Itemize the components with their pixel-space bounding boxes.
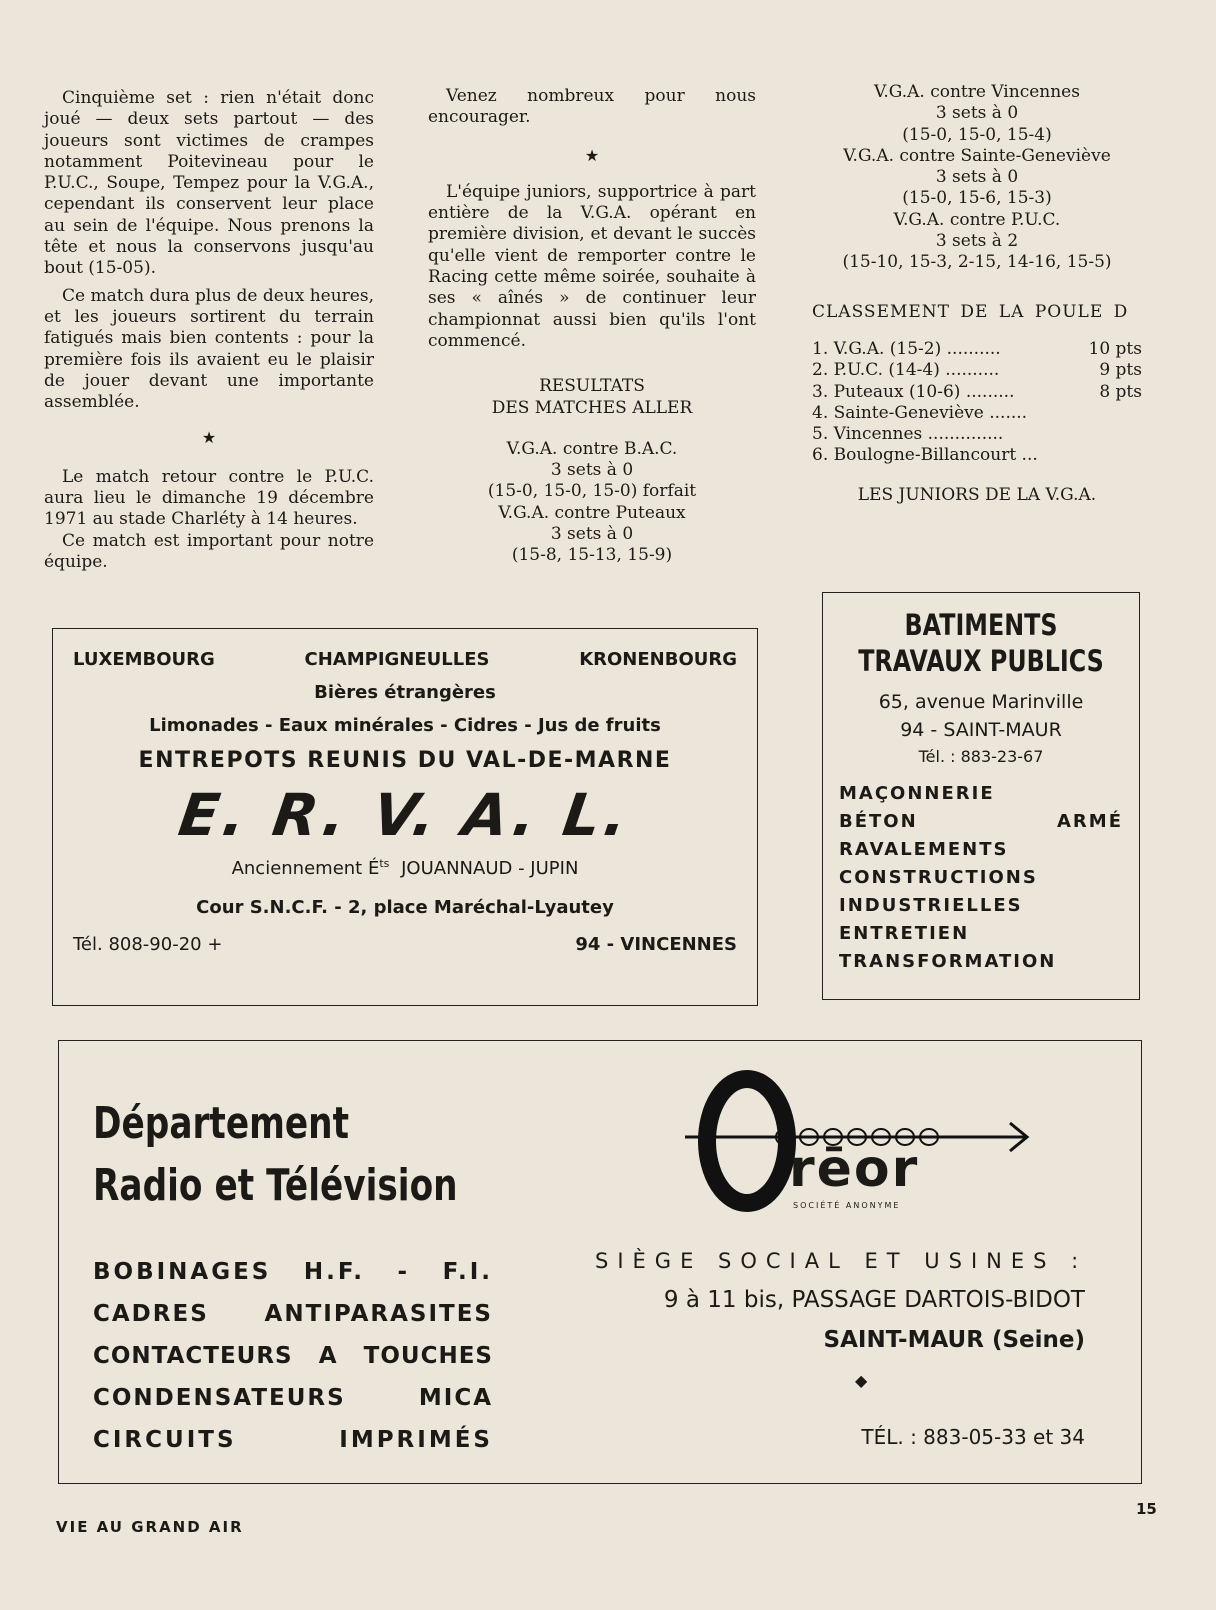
oreor-city: SAINT-MAUR (Seine): [823, 1327, 1085, 1353]
article-column-2: [428, 86, 756, 567]
standings-title: CLASSEMENT DE LA POULE D: [812, 301, 1129, 322]
ad-erval: [52, 628, 758, 1006]
article-column-3: [812, 82, 1142, 506]
result-sets: 3 sets à 0: [550, 460, 634, 481]
erval-contact: [73, 934, 737, 955]
standing-row: 2. P.U.C. (14-4) .......... 9 pts: [812, 360, 1142, 381]
service-item: ENTRETIEN: [839, 923, 970, 944]
erval-address: Cour S.N.C.F. - 2, place Maréchal-Lyautey: [196, 897, 614, 918]
product-item: BOBINAGES H.F. - F.I.: [93, 1259, 493, 1285]
results-list: [812, 82, 1142, 274]
result-sets: 3 sets à 0: [935, 167, 1019, 188]
result-match: V.G.A. contre Sainte-Geneviève: [843, 145, 1111, 166]
result-scores: (15-8, 15-13, 15-9): [511, 545, 673, 566]
paragraph: Cinquième set : rien n'était donc joué — deux sets partout — des joueurs sont victimes de crampes notamment Poitevineau pour le P.U.C., Soupe, Tempez pour la V.G.A., cependant ils conservent leur place au sein de l'équipe. Nous prenons la tête et nous la conservons jusqu'au bout (15-05).: [44, 88, 374, 279]
product-item: CIRCUITS IMPRIMÉS: [93, 1427, 493, 1453]
result-sets: 3 sets à 0: [550, 524, 634, 545]
ad-btp: [822, 592, 1140, 1000]
star-separator: ★: [584, 145, 600, 165]
company-full-name: ENTREPOTS REUNIS DU VAL-DE-MARNE: [138, 748, 672, 773]
service-item: TRANSFORMATION: [839, 951, 1057, 972]
oreor-logo: [685, 1067, 1045, 1217]
oreor-address: 9 à 11 bis, PASSAGE DARTOIS-BIDOT: [663, 1287, 1085, 1313]
paragraph: Ce match dura plus de deux heures, et les joueurs sortirent du terrain fatigués mais bien contents : pour la première fois ils avaient eu le plaisir de jouer devant une importante assemblée.: [44, 285, 374, 413]
product-item: CADRES ANTIPARASITES: [93, 1301, 493, 1327]
page-number: 15: [1136, 1500, 1157, 1518]
standing-row: 6. Boulogne-Billancourt ...: [812, 445, 1038, 466]
foreign-beers: Bières étrangères: [314, 682, 496, 703]
brand-champigneulles: CHAMPIGNEULLES: [304, 649, 490, 670]
star-separator: ★: [201, 428, 217, 448]
drinks-line: Limonades - Eaux minérales - Cidres - Jus de fruits: [149, 715, 661, 736]
brand-luxembourg: LUXEMBOURG: [73, 649, 215, 670]
diamond-icon: ◆: [855, 1371, 868, 1390]
btp-services: [839, 780, 1123, 976]
service-item: MAÇONNERIE: [839, 783, 995, 804]
result-sets: 3 sets à 2: [935, 231, 1019, 252]
results-list: [428, 439, 756, 567]
former-name: Anciennement $É^{ts}$ JOUANNAUD - JUPIN: [231, 857, 579, 879]
erval-logo: E. R. V. A. L.: [174, 781, 636, 849]
department-title: Département Radio et Télévision: [93, 1098, 458, 1211]
magazine-name: VIE AU GRAND AIR: [56, 1518, 244, 1536]
article-column-1: [44, 88, 374, 573]
btp-address-street: 65, avenue Marinville: [878, 691, 1084, 713]
btp-title: BATIMENTS TRAVAUX PUBLICS: [858, 608, 1104, 678]
signature: LES JUNIORS DE LA V.G.A.: [857, 484, 1097, 505]
service-item: BÉTON ARMÉ: [839, 811, 1123, 832]
erval-city: 94 - VINCENNES: [575, 934, 737, 955]
paragraph: Le match retour contre le P.U.C. aura lieu le dimanche 19 décembre 1971 au stade Charléty à 14 heures.: [44, 466, 374, 530]
service-item: CONSTRUCTIONS: [839, 867, 1038, 888]
oreor-logo-text: rēor: [789, 1139, 920, 1199]
result-scores: (15-10, 15-3, 2-15, 14-16, 15-5): [842, 252, 1112, 273]
paragraph: Ce match est important pour notre équipe.: [44, 530, 374, 572]
erval-tel: Tél. 808-90-20 +: [73, 934, 223, 955]
result-match: V.G.A. contre Puteaux: [498, 502, 686, 523]
paragraph: L'équipe juniors, supportrice à part entière de la V.G.A. opérant en première division, et devant le succès qu'elle vient de remporter contre le Racing cette même soirée, souhaite à ses « aînés » de continuer leur championnat aussi bien qu'ils l'ont commencé.: [428, 181, 756, 351]
product-item: CONDENSATEURS MICA: [93, 1385, 493, 1411]
paragraph: Venez nombreux pour nous encourager.: [428, 86, 756, 128]
beer-brands: [73, 649, 737, 670]
oreor-tel: TÉL. : 883-05-33 et 34: [861, 1425, 1085, 1449]
product-item: CONTACTEURS A TOUCHES: [93, 1343, 493, 1369]
results-title: RESULTATS DES MATCHES ALLER: [491, 376, 693, 418]
btp-address-city: 94 - SAINT-MAUR: [900, 719, 1062, 741]
result-match: V.G.A. contre P.U.C.: [893, 209, 1061, 230]
oreor-siege: SIÈGE SOCIAL ET USINES :: [595, 1249, 1088, 1273]
standing-row: 1. V.G.A. (15-2) .......... 10 pts: [812, 338, 1142, 359]
service-item: INDUSTRIELLES: [839, 895, 1023, 916]
result-scores: (15-0, 15-0, 15-4): [902, 124, 1052, 145]
standing-row: 5. Vincennes ..............: [812, 424, 1004, 445]
oreor-legal-form: SOCIÉTÉ ANONYME: [793, 1201, 901, 1210]
standings-table: [812, 339, 1142, 467]
result-match: V.G.A. contre B.A.C.: [506, 438, 678, 459]
result-match: V.G.A. contre Vincennes: [874, 82, 1080, 102]
result-scores: (15-0, 15-0, 15-0) forfait: [487, 481, 697, 502]
brand-kronenbourg: KRONENBOURG: [579, 649, 737, 670]
ad-oreor: [58, 1040, 1142, 1484]
product-list: [93, 1251, 493, 1461]
result-scores: (15-0, 15-6, 15-3): [902, 188, 1052, 209]
btp-tel: Tél. : 883-23-67: [918, 747, 1044, 766]
result-sets: 3 sets à 0: [935, 103, 1019, 124]
standing-row: 4. Sainte-Geneviève .......: [812, 402, 1028, 423]
service-item: RAVALEMENTS: [839, 839, 1009, 860]
standing-row: 3. Puteaux (10-6) ......... 8 pts: [812, 381, 1142, 402]
